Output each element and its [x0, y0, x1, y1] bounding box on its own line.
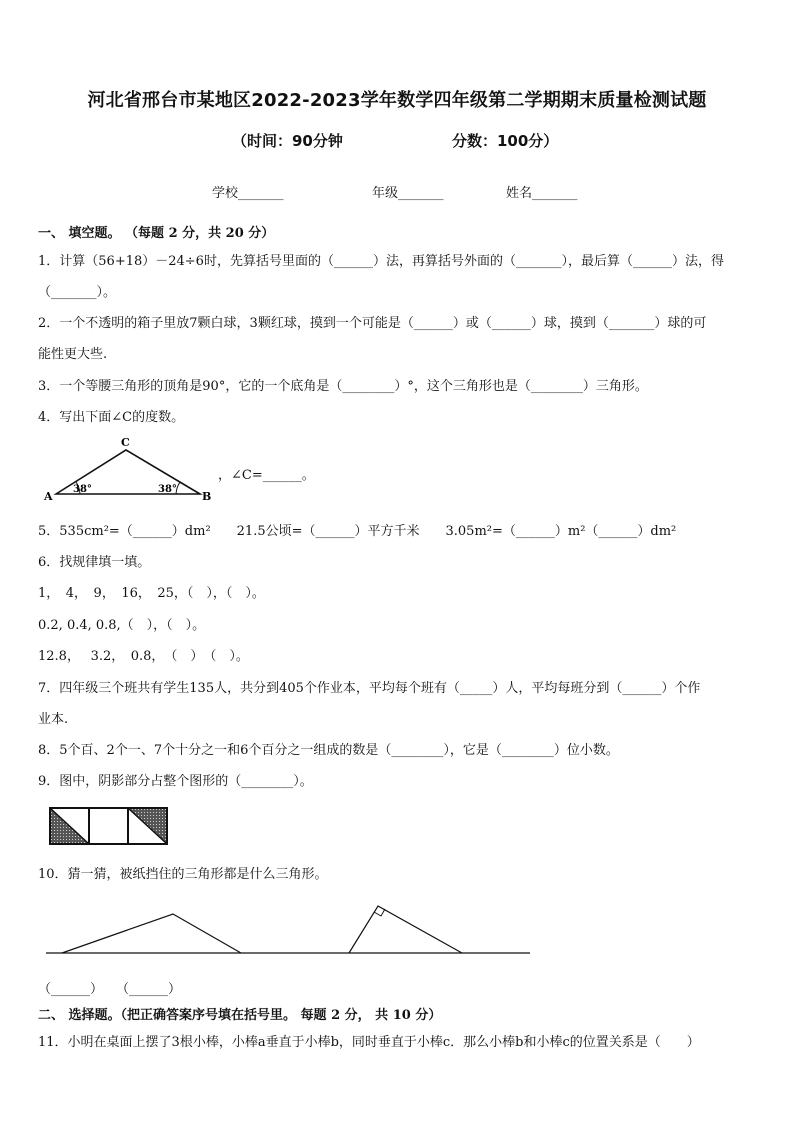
question-1-line-2: （_______）。: [38, 285, 117, 300]
question-8: 8．5个百、2个一、7个十分之一和6个百分之一组成的数是（________），它是（________）位小数。: [38, 743, 619, 758]
question-2-line-1: 2．一个不透明的箱子里放7颗白球，3颗红球，摸到一个可能是（______）或（______）球，摸到（_______）球的可: [38, 316, 707, 331]
section-1-heading: 一、 填空题。 （每题 2 分，共 20 分）: [38, 226, 275, 241]
question-10-answers: （______） （______）: [38, 982, 182, 997]
shaded-squares-figure: [48, 806, 170, 846]
page-title: 河北省邢台市某地区2022-2023学年数学四年级第二学期期末质量检测试题: [87, 90, 707, 111]
question-3: 3．一个等腰三角形的顶角是90°，它的一个底角是（________）°，这个三角形也是（________）三角形。: [38, 379, 648, 394]
question-7-line-2: 业本.: [38, 712, 69, 727]
vertex-c-label: C: [121, 436, 130, 449]
triangle-abc-figure: [40, 434, 220, 504]
question-6-row-3: 12.8， 3.2， 0.8， （ ） （ ）。: [38, 649, 249, 664]
angle-a-label: 38°: [73, 484, 92, 495]
question-4-answer: ，∠C=______。: [218, 468, 315, 483]
question-9: 9．图中，阴影部分占整个图形的（________）。: [38, 774, 313, 789]
question-2-line-2: 能性更大些.: [38, 347, 108, 362]
question-6-row-2: 0.2, 0.4, 0.8,（ ），（ ）。: [38, 618, 206, 633]
question-4: 4．写出下面∠C的度数。: [38, 410, 185, 425]
vertex-b-label: B: [202, 490, 212, 503]
question-7-line-1: 7．四年级三个班共有学生135人，共分到405个作业本，平均每个班有（_____）人，平均每班分到（______）个作: [38, 681, 701, 696]
question-6-row-1: 1， 4， 9， 16， 25，（ ），（ ）。: [38, 586, 265, 601]
question-11: 11．小明在桌面上摆了3根小棒，小棒a垂直于小棒b，同时垂直于小棒c．那么小棒b和小棒c的位置关系是（ ）: [38, 1035, 700, 1050]
question-5: 5．535cm²=（______）dm² 21.5公顷=（______）平方千米 3.05m²=（______）m²（______）dm²: [38, 524, 677, 539]
school-field: 学校_______: [212, 186, 284, 201]
exam-score: 分数：100分）: [452, 132, 559, 150]
vertex-a-label: A: [44, 490, 53, 503]
question-6: 6．找规律填一填。: [38, 555, 151, 570]
angle-b-label: 38°: [158, 484, 177, 495]
exam-time: （时间：90分钟: [232, 132, 343, 150]
section-2-heading: 二、 选择题。（把正确答案序号填在括号里。 每题 2 分， 共 10 分）: [38, 1008, 442, 1023]
question-10: 10．猜一猜，被纸挡住的三角形都是什么三角形。: [38, 867, 328, 882]
grade-field: 年级_______: [372, 186, 444, 201]
hidden-triangles-figure: [44, 900, 534, 960]
question-1-line-1: 1．计算（56+18）－24÷6时，先算括号里面的（______）法，再算括号外面的（_______），最后算（______）法，得: [38, 254, 724, 269]
name-field: 姓名_______: [506, 186, 578, 201]
